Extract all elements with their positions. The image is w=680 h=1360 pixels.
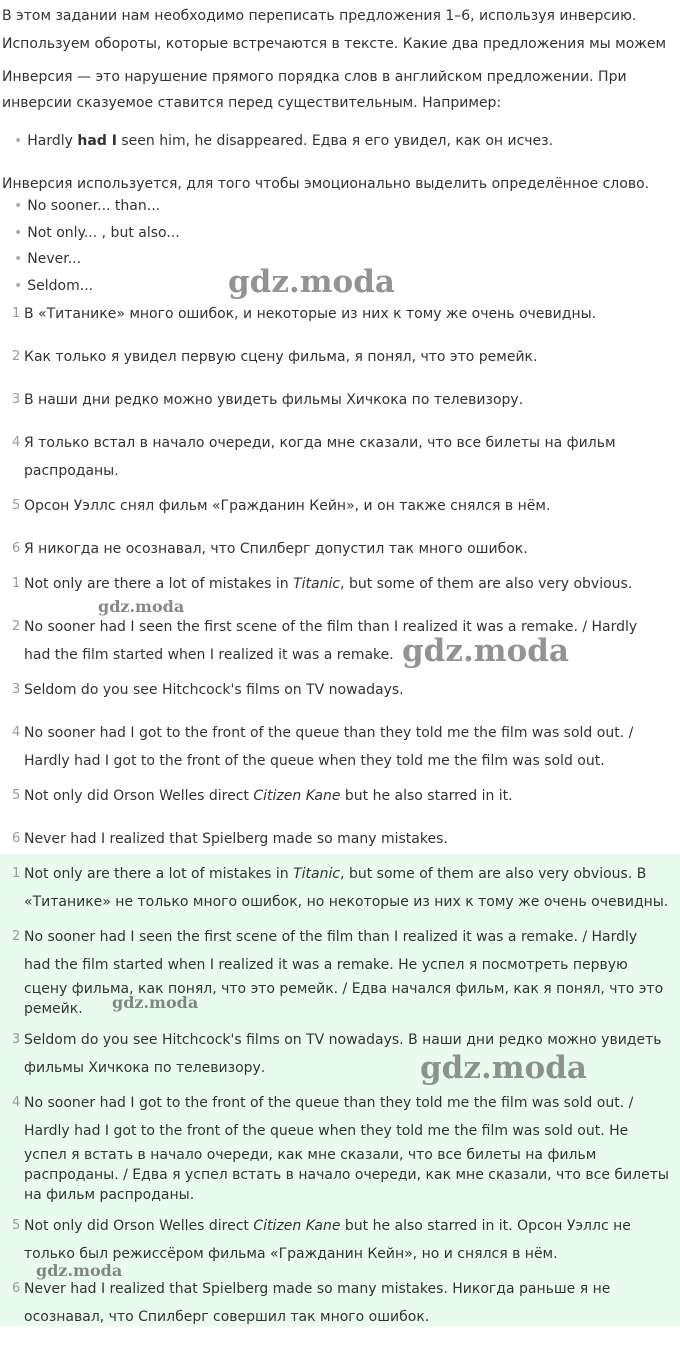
item-text: «Титанике» не только много ошибок, но некоторые из них к тому же очень очевидны. <box>24 894 669 910</box>
list-item <box>12 535 672 563</box>
bullet-dot-icon: • <box>14 198 23 214</box>
item-number: 3 <box>12 682 21 697</box>
list-item <box>12 570 672 598</box>
watermark-logo: gdz.moda <box>36 1261 123 1280</box>
item-number: 1 <box>12 866 21 881</box>
item-number: 1 <box>12 306 21 321</box>
definition-line: инверсии сказуемое ставится перед существительным. Например: <box>2 95 502 111</box>
item-text: ремейк. <box>24 1001 83 1017</box>
item-text: распроданы. <box>24 463 119 479</box>
item-text: Not only did Orson Welles direct <box>24 788 254 804</box>
item-number: 4 <box>12 435 21 450</box>
item-number: 5 <box>12 788 21 803</box>
list-item <box>12 782 672 810</box>
item-text: распроданы. / Едва я успел встать в начало очереди, как мне сказали, что все билеты <box>24 1167 669 1183</box>
item-text: Not only are there a lot of mistakes in <box>24 866 294 882</box>
bullet-dot-icon: • <box>14 278 23 294</box>
list-item <box>12 386 672 414</box>
item-text: but he also starred in it. <box>340 788 513 804</box>
item-number: 2 <box>12 619 21 634</box>
item-text: Hardly had I got to the front of the queue when they told me the film was sold out. <box>24 753 605 769</box>
bullet-dot-icon: • <box>14 251 23 267</box>
item-text: Орсон Уэллс снял фильм «Гражданин Кейн», и он также снялся в нём. <box>24 498 551 514</box>
item-text: No sooner had I seen the first scene of the film than I realized it was a remake. / Hardly <box>24 619 638 635</box>
item-text: Never had I realized that Spielberg made so many mistakes. Никогда раньше я не <box>24 1281 611 1297</box>
phrase-item <box>14 220 180 246</box>
watermark-logo: gdz.moda <box>98 597 185 616</box>
usage-text: Инверсия используется, для того чтобы эмоционально выделить определённое слово. <box>2 176 650 192</box>
item-text: No sooner had I got to the front of the queue than they told me the film was sold out. / <box>24 1095 634 1111</box>
item-number: 3 <box>12 392 21 407</box>
bullet-dot-icon: • <box>14 133 23 149</box>
list-item <box>12 429 672 485</box>
item-text: Not only are there a lot of mistakes in <box>24 576 294 592</box>
list-item <box>12 1275 672 1331</box>
watermark-logo: gdz.moda <box>402 633 569 669</box>
item-number: 6 <box>12 1281 21 1296</box>
intro-text <box>2 2 678 58</box>
item-text: , but some of them are also very obvious. В <box>340 866 647 882</box>
list-item <box>12 719 672 775</box>
item-number: 6 <box>12 541 21 556</box>
item-text: сцену фильма, как понял, что это ремейк. / Едва начался фильм, как я понял, что это <box>24 981 664 997</box>
item-text: В наши дни редко можно увидеть фильмы Хичкока по телевизору. <box>24 392 524 408</box>
example-text: seen him, he disappeared. Едва я его увидел, как он исчез. <box>116 133 554 149</box>
phrase-text: Not only... , but also... <box>27 225 180 241</box>
item-italic: Titanic <box>293 576 341 592</box>
list-item <box>12 825 672 853</box>
item-number: 5 <box>12 498 21 513</box>
watermark-logo: gdz.moda <box>112 993 199 1012</box>
item-text: успел я встать в начало очереди, как мне сказали, что все билеты на фильм <box>24 1147 597 1163</box>
item-number: 5 <box>12 1218 21 1233</box>
list-item <box>12 343 672 371</box>
example-bold: had I <box>77 133 117 149</box>
list-item <box>12 1212 672 1268</box>
watermark-logo: gdz.moda <box>420 1050 587 1086</box>
item-text: В «Титанике» много ошибок, и некоторые из них к тому же очень очевидны. <box>24 306 597 322</box>
watermark-logo: gdz.moda <box>228 264 395 300</box>
item-text: Я никогда не осознавал, что Спилберг допустил так много ошибок. <box>24 541 528 557</box>
item-number: 2 <box>12 349 21 364</box>
phrase-item <box>14 273 93 299</box>
bullet-dot-icon: • <box>14 225 23 241</box>
list-item <box>12 613 672 669</box>
phrase-text: No sooner... than... <box>27 198 161 214</box>
item-number: 4 <box>12 1095 21 1110</box>
item-number: 1 <box>12 576 21 591</box>
definition <box>2 64 678 116</box>
item-text: Never had I realized that Spielberg made so many mistakes. <box>24 831 448 847</box>
list-item <box>12 492 672 520</box>
example-text: Hardly <box>27 133 78 149</box>
item-number: 2 <box>12 929 21 944</box>
item-text: фильмы Хичкока по телевизору. <box>24 1060 266 1076</box>
item-italic: Titanic <box>293 866 341 882</box>
item-text: Как только я увидел первую сцену фильма, я понял, что это ремейк. <box>24 349 538 365</box>
item-text: No sooner had I seen the first scene of the film than I realized it was a remake. / Hardly <box>24 929 638 945</box>
item-text: только был режиссёром фильма «Гражданин Кейн», но и снялся в нём. <box>24 1246 558 1262</box>
phrase-text: Seldom... <box>27 278 94 294</box>
item-italic: Citizen Kane <box>253 1218 341 1234</box>
phrase-item <box>14 246 81 272</box>
item-text: Seldom do you see Hitchcock's films on TV nowadays. <box>24 682 404 698</box>
item-text: Not only did Orson Welles direct <box>24 1218 254 1234</box>
item-text: осознавал, что Спилберг совершил так много ошибок. <box>24 1309 430 1325</box>
item-text: but he also starred in it. Орсон Уэллс не <box>340 1218 631 1234</box>
list-item <box>12 1089 672 1205</box>
list-item <box>12 300 672 328</box>
item-text: Seldom do you see Hitchcock's films on TV nowadays. В наши дни редко можно увидеть <box>24 1032 662 1048</box>
item-text: had the film started when I realized it was a remake. Не успел я посмотреть первую <box>24 957 628 973</box>
definition-line: Инверсия — это нарушение прямого порядка слов в английском предложении. При <box>2 69 627 85</box>
item-text: , but some of them are also very obvious. <box>340 576 633 592</box>
list-item <box>12 676 672 704</box>
item-text: Я только встал в начало очереди, когда мне сказали, что все билеты на фильм <box>24 435 616 451</box>
example-bullet <box>14 128 553 154</box>
item-text: Hardly had I got to the front of the queue when they told me the film was sold out. Не <box>24 1123 629 1139</box>
item-number: 6 <box>12 831 21 846</box>
item-italic: Citizen Kane <box>253 788 341 804</box>
list-item <box>12 860 672 916</box>
intro-line: В этом задании нам необходимо переписать предложения 1–6, используя инверсию. <box>2 8 637 24</box>
item-number: 3 <box>12 1032 21 1047</box>
intro-line: Используем обороты, которые встречаются в тексте. Какие два предложения мы можем <box>2 36 667 52</box>
item-text: had the film started when I realized it was a remake. <box>24 647 394 663</box>
item-text: No sooner had I got to the front of the queue than they told me the film was sold out. / <box>24 725 634 741</box>
item-text: на фильм распроданы. <box>24 1187 195 1203</box>
phrase-item <box>14 193 160 219</box>
phrase-text: Never... <box>27 251 82 267</box>
item-number: 4 <box>12 725 21 740</box>
